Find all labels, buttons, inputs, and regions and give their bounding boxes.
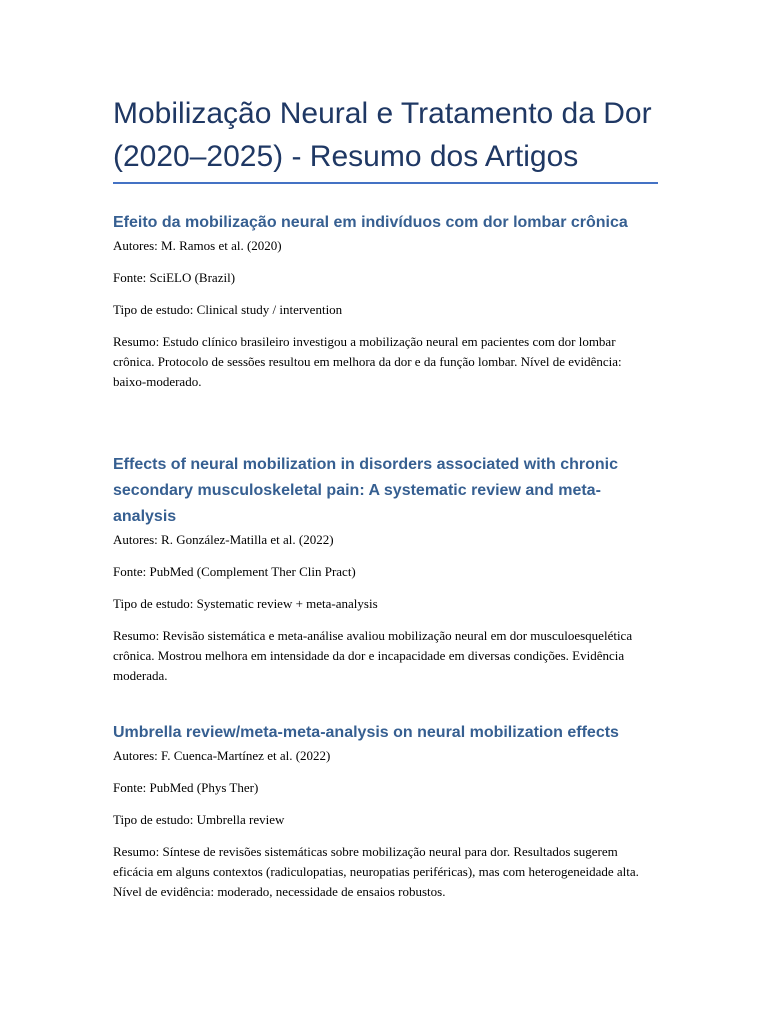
article-heading: Umbrella review/meta-meta-analysis on neural mobilization effects <box>113 724 619 741</box>
article-summary: Resumo: Revisão sistemática e meta-análise avaliou mobilização neural em dor musculoesquelética crônica. Mostrou melhora em intensidade da dor e incapacidade em diversas condições. Evidência moderada. <box>113 628 633 683</box>
document-title: Mobilização Neural e Tratamento da Dor (2020–2025) - Resumo dos Artigos <box>113 92 658 184</box>
article-source: Fonte: PubMed (Phys Ther) <box>113 780 259 795</box>
article-3 <box>113 720 658 914</box>
article-summary: Resumo: Síntese de revisões sistemáticas sobre mobilização neural para dor. Resultados sugerem eficácia em alguns contextos (radiculopatias, neuropatias periféricas), mas com heterogeneidade alta. Nível de evidência: moderado, necessidade de ensaios robustos. <box>113 844 639 899</box>
article-study-type: Tipo de estudo: Systematic review + meta-analysis <box>113 596 378 611</box>
document-page <box>113 92 658 184</box>
article-authors: Autores: M. Ramos et al. (2020) <box>113 238 282 253</box>
article-2 <box>113 452 658 698</box>
article-authors: Autores: F. Cuenca-Martínez et al. (2022) <box>113 748 331 763</box>
article-heading: Effects of neural mobilization in disorders associated with chronic secondary musculoskeletal pain: A systematic review and meta-analysis <box>113 456 618 525</box>
article-summary: Resumo: Estudo clínico brasileiro investigou a mobilização neural em pacientes com dor lombar crônica. Protocolo de sessões resultou em melhora da dor e da função lombar. Nível de evidência: baixo-moderado. <box>113 334 622 389</box>
article-study-type: Tipo de estudo: Umbrella review <box>113 812 285 827</box>
article-source: Fonte: SciELO (Brazil) <box>113 270 236 285</box>
article-authors: Autores: R. González-Matilla et al. (2022) <box>113 532 334 547</box>
article-source: Fonte: PubMed (Complement Ther Clin Pract) <box>113 564 356 579</box>
article-1 <box>113 210 658 404</box>
article-heading: Efeito da mobilização neural em indivíduos com dor lombar crônica <box>113 214 628 231</box>
article-study-type: Tipo de estudo: Clinical study / intervention <box>113 302 343 317</box>
